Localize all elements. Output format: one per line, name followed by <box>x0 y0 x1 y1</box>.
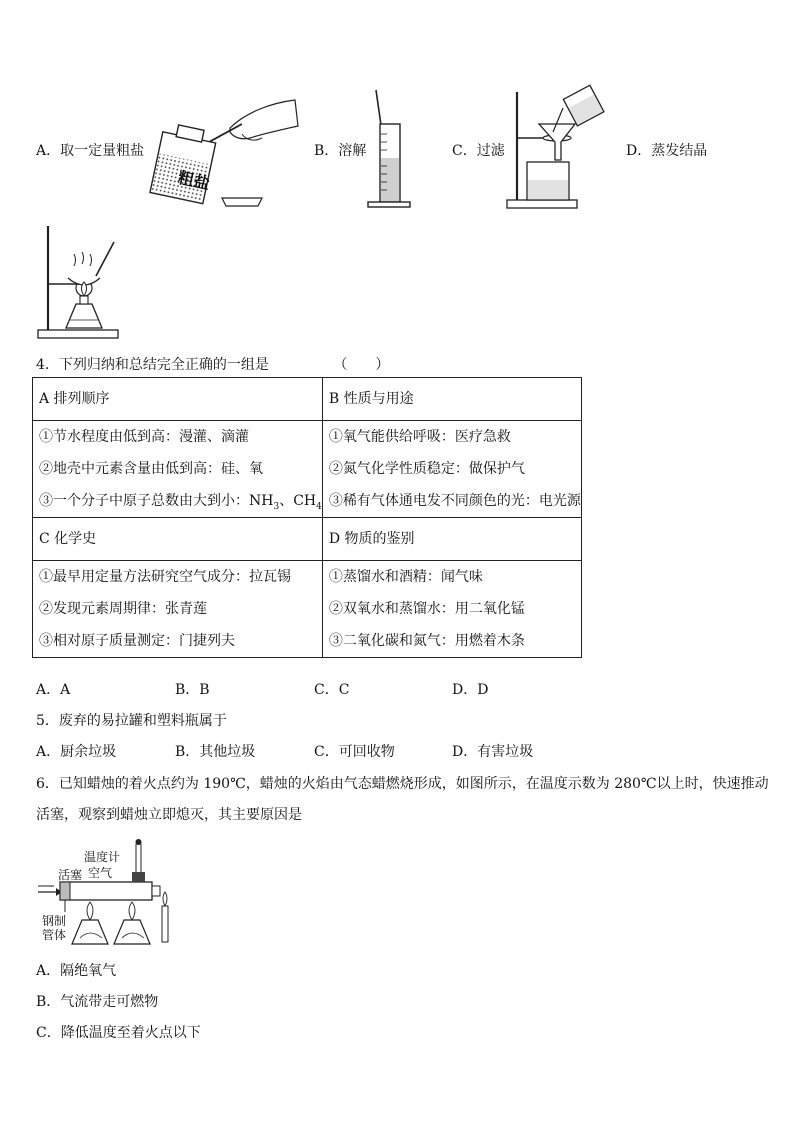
q4-a-item-2: ②地壳中元素含量由低到高：硅、氧 <box>39 461 263 477</box>
q5-option-d: D．有害垃圾 <box>452 744 534 760</box>
q6-label-steel: 钢制 <box>42 914 67 928</box>
q5-stem: 5．废弃的易拉罐和塑料瓶属于 <box>36 713 227 729</box>
q3-option-d: D．蒸发结晶 <box>626 143 708 159</box>
q6-option-c: C．降低温度至着火点以下 <box>36 1025 201 1041</box>
q6-option-b: B．气流带走可燃物 <box>36 994 159 1010</box>
q4-cell-d-title: D 物质的鉴别 <box>322 518 581 561</box>
q4-option-a: A．A <box>36 682 71 698</box>
q5-option-b: B．其他垃圾 <box>175 744 256 760</box>
q4-d-item-2: ②双氧水和蒸馏水：用二氧化锰 <box>328 601 525 617</box>
q4-c-item-2: ②发现元素周期律：张青莲 <box>39 601 207 617</box>
q4-a-formula-sep: 、 <box>279 493 294 509</box>
q4-b-item-1: ①氧气能供给呼吸：医疗急救 <box>328 429 511 445</box>
q4-a-formula-1: NH <box>249 493 274 509</box>
q6-label-thermometer: 温度计 <box>84 850 121 864</box>
q4-b-item-3: ③稀有气体通电发不同颜色的光：电光源 <box>328 493 581 509</box>
q6-label-piston: 活塞 <box>58 868 83 882</box>
q4-cell-b-items <box>322 421 581 518</box>
q4-option-b: B．B <box>175 682 210 698</box>
q4-cell-c-title: C 化学史 <box>33 518 323 561</box>
q4-a-formula-2-sub: 4 <box>316 501 322 512</box>
q4-table <box>32 377 582 658</box>
q4-b-item-2: ②氮气化学性质稳定：做保护气 <box>328 461 525 477</box>
q4-stem <box>36 354 389 374</box>
q4-cell-a-title: A 排列顺序 <box>33 378 323 421</box>
q4-stem-text: 4．下列归纳和总结完全正确的一组是 <box>36 357 269 373</box>
q4-a-item-3-text: ③一个分子中原子总数由大到小： <box>39 493 249 509</box>
q3-figure-evaporate <box>36 222 126 340</box>
q3-option-b: B．溶解 <box>314 143 367 159</box>
q4-a-formula-2: CH <box>293 493 317 509</box>
q4-cell-a-items <box>33 421 323 518</box>
q3-figure-take-salt <box>150 98 300 210</box>
q4-option-d: D．D <box>452 682 489 698</box>
q4-cell-d-items <box>322 561 581 658</box>
q5-option-a: A．厨余垃圾 <box>36 744 117 760</box>
q6-label-air: 空气 <box>88 866 113 880</box>
q4-c-item-1: ①最早用定量方法研究空气成分：拉瓦锡 <box>39 569 291 585</box>
q3-option-c: C．过滤 <box>452 143 505 159</box>
q4-d-item-1: ①蒸馏水和酒精：闻气味 <box>328 569 483 585</box>
q5-option-c: C．可回收物 <box>314 744 395 760</box>
q4-option-c: C．C <box>314 682 350 698</box>
q4-cell-c-items <box>33 561 323 658</box>
q3-option-a: A．取一定量粗盐 <box>36 143 145 159</box>
q6-label-tube: 管体 <box>42 928 67 942</box>
q4-cell-b-title: B 性质与用途 <box>322 378 581 421</box>
q3-figure-dissolve <box>364 88 414 210</box>
q4-a-item-1: ①节水程度由低到高：漫灌、滴灌 <box>39 429 249 445</box>
q4-d-item-3: ③二氧化碳和氮气：用燃着木条 <box>328 633 525 649</box>
q4-a-formula-1-sub: 3 <box>273 501 280 512</box>
q4-c-item-3: ③相对原子质量测定：门捷列夫 <box>39 633 235 649</box>
q6-stem-line1: 6．已知蜡烛的着火点约为 190℃，蜡烛的火焰由气态蜡燃烧形成，如图所示，在温度示数为 280℃以上时，快速推动 <box>36 776 769 792</box>
q3-jar-label: 粗盐 <box>176 167 212 194</box>
q4-a-item-3 <box>39 485 322 517</box>
q3-figure-filter <box>505 86 615 210</box>
q6-stem-line2: 活塞，观察到蜡烛立即熄灭，其主要原因是 <box>36 807 302 823</box>
q4-answer-bracket: （ ） <box>333 357 390 373</box>
q6-option-a: A．隔绝氧气 <box>36 963 117 979</box>
